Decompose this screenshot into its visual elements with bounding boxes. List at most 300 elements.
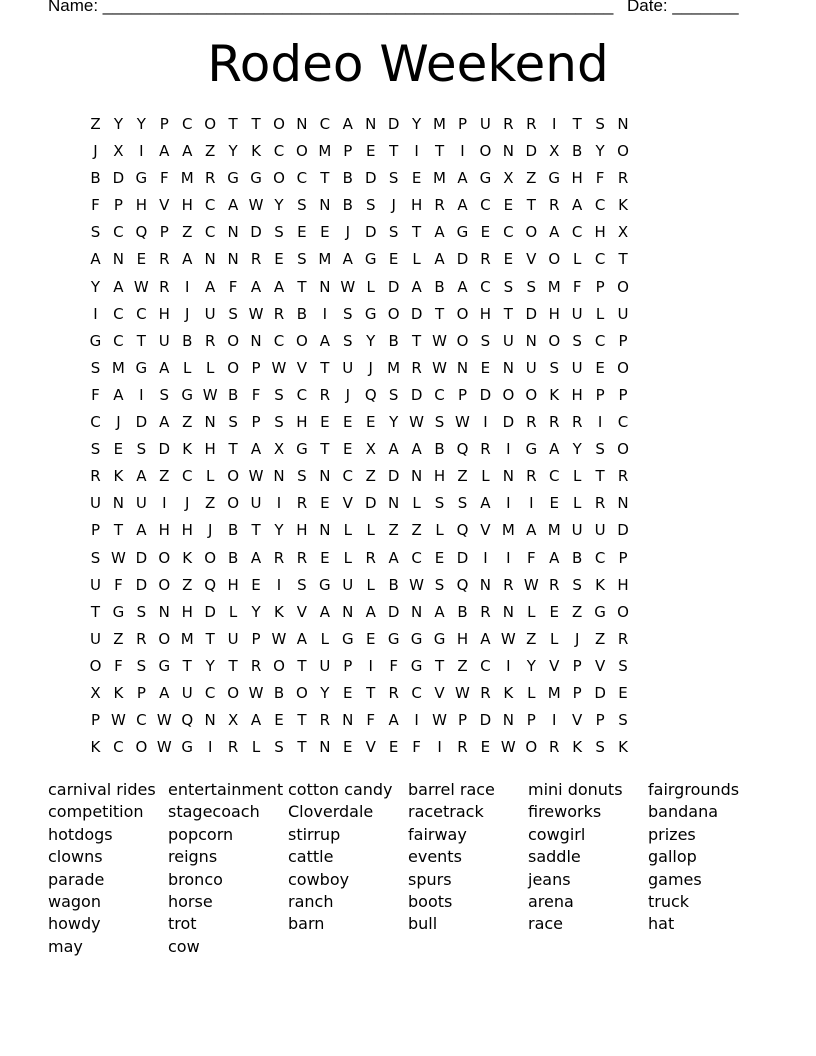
grid-letter: A bbox=[90, 250, 101, 269]
word-list-item: popcorn bbox=[168, 824, 234, 844]
word-list bbox=[48, 779, 768, 958]
grid-letter: S bbox=[136, 602, 147, 621]
grid-letter: Q bbox=[135, 223, 148, 242]
grid-letter: A bbox=[549, 440, 560, 459]
grid-letter: G bbox=[433, 629, 446, 648]
grid-letter: R bbox=[250, 656, 262, 675]
grid-letter: S bbox=[526, 277, 537, 296]
grid-letter: I bbox=[597, 413, 603, 432]
grid-letter: C bbox=[204, 683, 216, 702]
grid-letter: L bbox=[343, 521, 352, 540]
grid-letter: B bbox=[388, 331, 399, 350]
grid-letter: A bbox=[457, 277, 468, 296]
grid-letter: P bbox=[136, 683, 146, 702]
grid-letter: N bbox=[502, 467, 514, 486]
grid-letter: N bbox=[273, 467, 285, 486]
grid-letter: F bbox=[595, 169, 605, 188]
grid-letter: R bbox=[296, 494, 308, 513]
word-column bbox=[408, 779, 528, 958]
grid-letter: M bbox=[501, 521, 515, 540]
grid-letter: U bbox=[250, 494, 262, 513]
grid-letter: H bbox=[158, 304, 170, 323]
grid-letter: D bbox=[456, 250, 469, 269]
grid-letter: A bbox=[457, 196, 468, 215]
grid-letter: L bbox=[228, 602, 238, 621]
grid-letter: A bbox=[457, 169, 468, 188]
grid-letter: F bbox=[228, 277, 238, 296]
grid-letter: J bbox=[345, 223, 350, 242]
grid-letter: D bbox=[135, 413, 148, 432]
grid-letter: U bbox=[479, 115, 491, 133]
grid-letter: D bbox=[502, 413, 515, 432]
grid-letter: C bbox=[480, 277, 491, 296]
grid-letter: D bbox=[479, 385, 492, 404]
grid-letter: H bbox=[135, 196, 147, 215]
word-list-item: parade bbox=[48, 869, 105, 889]
grid-letter: P bbox=[113, 196, 123, 215]
grid-letter: E bbox=[503, 250, 514, 269]
grid-letter: V bbox=[594, 656, 606, 675]
grid-letter: V bbox=[549, 656, 560, 675]
grid-letter: D bbox=[456, 548, 469, 567]
grid-letter: M bbox=[318, 142, 332, 161]
grid-letter: R bbox=[250, 250, 262, 269]
grid-letter: W bbox=[432, 358, 447, 377]
grid-letter: T bbox=[228, 115, 238, 133]
grid-letter: R bbox=[480, 683, 491, 702]
grid-letter: G bbox=[410, 656, 423, 675]
grid-letter: H bbox=[296, 521, 308, 540]
grid-letter: Z bbox=[572, 602, 583, 621]
grid-letter: I bbox=[162, 494, 167, 513]
grid-row bbox=[84, 517, 635, 544]
grid-letter: Y bbox=[526, 656, 536, 675]
word-list-item: saddle bbox=[528, 847, 581, 867]
grid-letter: D bbox=[112, 169, 125, 188]
grid-letter: R bbox=[549, 575, 560, 594]
grid-letter: L bbox=[481, 467, 490, 486]
grid-letter: Y bbox=[274, 196, 284, 215]
date-field-label: Date: _______ bbox=[627, 0, 739, 15]
word-list-item: trot bbox=[168, 914, 197, 934]
grid-letter: C bbox=[480, 656, 491, 675]
grid-letter: I bbox=[139, 142, 144, 161]
grid-letter: N bbox=[456, 358, 469, 377]
grid-letter: U bbox=[181, 683, 193, 702]
grid-letter: P bbox=[457, 711, 467, 730]
grid-letter: V bbox=[480, 521, 491, 540]
grid-letter: W bbox=[248, 467, 264, 486]
grid-letter: U bbox=[158, 331, 170, 350]
grid-letter: B bbox=[90, 169, 101, 188]
grid-letter: N bbox=[502, 142, 514, 161]
grid-letter: R bbox=[204, 331, 216, 350]
grid-letter: G bbox=[89, 331, 102, 350]
grid-row bbox=[84, 626, 635, 653]
grid-letter: H bbox=[181, 521, 193, 540]
grid-letter: I bbox=[185, 277, 190, 296]
grid-letter: C bbox=[617, 413, 629, 432]
word-list-item: entertainment bbox=[168, 780, 284, 799]
grid-letter: O bbox=[204, 548, 217, 567]
grid-letter: W bbox=[409, 575, 425, 594]
grid-letter: G bbox=[181, 738, 194, 757]
grid-letter: H bbox=[181, 602, 193, 621]
grid-letter: K bbox=[503, 683, 514, 702]
grid-letter: C bbox=[548, 467, 560, 486]
grid-letter: I bbox=[368, 656, 373, 675]
grid-letter: O bbox=[227, 683, 239, 702]
word-list-item: cow bbox=[168, 936, 200, 956]
grid-letter: N bbox=[296, 115, 308, 133]
grid-letter: Y bbox=[136, 115, 146, 133]
grid-letter: A bbox=[434, 250, 445, 269]
grid-letter: R bbox=[503, 115, 514, 133]
grid-letter: A bbox=[411, 277, 422, 296]
grid-letter: N bbox=[227, 250, 239, 269]
word-list-item: reigns bbox=[168, 847, 218, 867]
grid-letter: A bbox=[549, 548, 560, 567]
word-list-item: stirrup bbox=[288, 824, 341, 844]
grid-letter: A bbox=[182, 250, 193, 269]
grid-letter: W bbox=[248, 196, 264, 215]
grid-letter: O bbox=[273, 115, 285, 133]
grid-letter: I bbox=[276, 494, 282, 513]
grid-letter: A bbox=[342, 250, 353, 269]
grid-letter: E bbox=[388, 250, 399, 269]
grid-letter: T bbox=[320, 358, 330, 377]
word-list-item: cowboy bbox=[288, 869, 350, 889]
grid-letter: U bbox=[571, 358, 583, 377]
grid-letter: J bbox=[185, 494, 190, 513]
grid-letter: C bbox=[594, 250, 606, 269]
grid-letter: X bbox=[549, 142, 560, 161]
grid-letter: D bbox=[364, 169, 377, 188]
grid-letter: I bbox=[139, 385, 144, 404]
grid-letter: A bbox=[250, 548, 262, 567]
grid-letter: I bbox=[529, 494, 534, 513]
grid-letter: E bbox=[274, 711, 284, 730]
grid-letter: O bbox=[158, 629, 171, 648]
grid-letter: H bbox=[296, 413, 308, 432]
grid-letter: Y bbox=[205, 656, 215, 675]
grid-letter: A bbox=[159, 683, 170, 702]
grid-letter: Y bbox=[113, 115, 123, 133]
grid-letter: O bbox=[273, 169, 285, 188]
grid-letter: W bbox=[523, 575, 539, 594]
grid-letter: U bbox=[571, 521, 583, 540]
grid-letter: R bbox=[480, 602, 491, 621]
grid-letter: H bbox=[181, 196, 193, 215]
grid-letter: T bbox=[297, 277, 307, 296]
grid-letter: J bbox=[574, 629, 580, 648]
grid-letter: G bbox=[341, 629, 354, 648]
grid-letter: N bbox=[204, 413, 216, 432]
word-list-item: mini donuts bbox=[528, 780, 623, 799]
grid-letter: L bbox=[412, 250, 421, 269]
grid-letter: R bbox=[594, 494, 606, 513]
grid-letter: A bbox=[549, 223, 560, 242]
grid-letter: D bbox=[525, 304, 538, 323]
grid-letter: R bbox=[159, 277, 170, 296]
grid-letter: T bbox=[182, 656, 192, 675]
grid-letter: X bbox=[617, 223, 629, 242]
grid-letter: L bbox=[183, 358, 192, 377]
grid-letter: A bbox=[227, 196, 239, 215]
grid-letter: S bbox=[297, 196, 307, 215]
grid-letter: Q bbox=[456, 521, 469, 540]
grid-letter: I bbox=[93, 304, 98, 323]
grid-row bbox=[84, 274, 635, 301]
grid-row bbox=[84, 165, 635, 192]
grid-letter: L bbox=[527, 602, 536, 621]
grid-letter: J bbox=[185, 304, 190, 323]
grid-letter: D bbox=[479, 711, 492, 730]
grid-letter: S bbox=[365, 196, 376, 215]
grid-letter: D bbox=[387, 277, 400, 296]
grid-letter: R bbox=[526, 467, 537, 486]
word-list-item: fireworks bbox=[528, 802, 602, 822]
grid-letter: S bbox=[503, 277, 514, 296]
grid-letter: K bbox=[182, 440, 193, 459]
grid-letter: J bbox=[368, 358, 373, 377]
grid-letter: S bbox=[343, 331, 353, 350]
grid-letter: S bbox=[136, 440, 147, 459]
grid-letter: Z bbox=[182, 413, 193, 432]
grid-letter: O bbox=[617, 358, 629, 377]
grid-letter: B bbox=[227, 385, 239, 404]
grid-letter: W bbox=[340, 277, 356, 296]
grid-letter: Z bbox=[388, 521, 399, 540]
grid-letter: A bbox=[411, 440, 422, 459]
grid-row bbox=[84, 246, 635, 273]
grid-letter: H bbox=[571, 385, 583, 404]
grid-letter: I bbox=[506, 494, 511, 513]
grid-letter: F bbox=[526, 548, 536, 567]
grid-letter: T bbox=[136, 331, 146, 350]
word-column bbox=[288, 779, 408, 958]
grid-letter: P bbox=[90, 521, 100, 540]
grid-letter: S bbox=[274, 223, 284, 242]
word-list-item: hat bbox=[648, 914, 675, 934]
grid-letter: O bbox=[273, 656, 285, 675]
grid-letter: Z bbox=[411, 521, 422, 540]
grid-row bbox=[84, 734, 635, 761]
grid-letter: X bbox=[503, 169, 514, 188]
grid-letter: L bbox=[435, 521, 444, 540]
grid-letter: R bbox=[549, 196, 560, 215]
grid-letter: T bbox=[205, 629, 215, 648]
grid-letter: P bbox=[251, 413, 261, 432]
grid-letter: P bbox=[159, 115, 169, 133]
grid-letter: Z bbox=[90, 115, 101, 133]
grid-letter: Z bbox=[526, 629, 537, 648]
grid-letter: M bbox=[387, 358, 401, 377]
page-title: Rodeo Weekend bbox=[207, 35, 609, 93]
grid-letter: P bbox=[251, 358, 261, 377]
grid-letter: G bbox=[364, 250, 377, 269]
grid-letter: X bbox=[90, 683, 101, 702]
grid-letter: G bbox=[387, 629, 400, 648]
grid-letter: B bbox=[296, 304, 308, 323]
grid-letter: V bbox=[342, 494, 353, 513]
grid-letter: O bbox=[135, 738, 148, 757]
grid-letter: U bbox=[135, 494, 147, 513]
grid-letter: L bbox=[320, 629, 330, 648]
grid-letter: D bbox=[410, 385, 423, 404]
word-list-item: spurs bbox=[408, 869, 452, 889]
grid-letter: T bbox=[228, 440, 238, 459]
grid-letter: C bbox=[204, 223, 216, 242]
grid-letter: N bbox=[502, 711, 514, 730]
word-list-item: cowgirl bbox=[528, 824, 586, 844]
grid-letter: W bbox=[110, 711, 126, 730]
grid-letter: E bbox=[136, 250, 147, 269]
grid-letter: C bbox=[571, 223, 583, 242]
grid-letter: V bbox=[572, 711, 583, 730]
word-list-item: competition bbox=[48, 802, 144, 822]
grid-letter: L bbox=[205, 358, 215, 377]
grid-letter: W bbox=[455, 413, 470, 432]
grid-letter: Z bbox=[457, 656, 468, 675]
grid-letter: O bbox=[525, 223, 538, 242]
grid-letter: W bbox=[432, 331, 447, 350]
word-list-item: barn bbox=[288, 914, 325, 934]
grid-letter: N bbox=[479, 575, 492, 594]
grid-letter: T bbox=[320, 169, 330, 188]
worksheet-header bbox=[48, 0, 748, 18]
grid-letter: U bbox=[342, 358, 354, 377]
grid-letter: N bbox=[502, 602, 514, 621]
grid-letter: I bbox=[276, 575, 282, 594]
grid-letter: O bbox=[548, 331, 561, 350]
grid-letter: Z bbox=[113, 629, 124, 648]
grid-letter: Y bbox=[366, 331, 376, 350]
grid-letter: N bbox=[365, 115, 377, 133]
grid-letter: I bbox=[506, 656, 511, 675]
grid-letter: O bbox=[525, 385, 538, 404]
grid-row bbox=[84, 219, 635, 246]
grid-letter: N bbox=[319, 467, 331, 486]
grid-letter: G bbox=[319, 575, 331, 594]
grid-letter: P bbox=[595, 711, 605, 730]
grid-letter: S bbox=[388, 169, 399, 188]
word-list-item: boots bbox=[408, 892, 453, 912]
grid-letter: W bbox=[248, 304, 264, 323]
grid-letter: P bbox=[457, 385, 467, 404]
grid-letter: T bbox=[228, 656, 238, 675]
grid-row bbox=[84, 301, 635, 328]
word-list-item: bandana bbox=[648, 802, 719, 822]
grid-letter: N bbox=[319, 277, 331, 296]
grid-letter: U bbox=[89, 629, 101, 648]
grid-row bbox=[84, 138, 635, 165]
grid-letter: C bbox=[136, 304, 147, 323]
grid-letter: C bbox=[434, 385, 445, 404]
grid-letter: P bbox=[526, 711, 536, 730]
grid-letter: Y bbox=[90, 277, 101, 296]
grid-letter: T bbox=[434, 304, 445, 323]
grid-letter: J bbox=[93, 142, 98, 161]
grid-letter: S bbox=[297, 575, 307, 594]
grid-letter: Y bbox=[228, 142, 238, 161]
grid-letter: T bbox=[113, 521, 123, 540]
grid-letter: W bbox=[455, 683, 470, 702]
grid-letter: T bbox=[434, 656, 445, 675]
grid-letter: O bbox=[502, 385, 515, 404]
grid-letter: S bbox=[480, 331, 491, 350]
grid-letter: C bbox=[273, 142, 285, 161]
grid-letter: O bbox=[296, 142, 308, 161]
grid-letter: M bbox=[547, 277, 561, 296]
grid-letter: B bbox=[342, 196, 353, 215]
grid-letter: P bbox=[457, 115, 467, 133]
grid-letter: N bbox=[525, 331, 537, 350]
grid-letter: C bbox=[480, 196, 491, 215]
word-list-item: arena bbox=[528, 892, 574, 912]
grid-letter: D bbox=[617, 521, 629, 540]
grid-letter: M bbox=[318, 250, 332, 269]
grid-letter: E bbox=[113, 440, 124, 459]
grid-letter: Y bbox=[572, 440, 582, 459]
grid-letter: C bbox=[296, 169, 308, 188]
letter-grid bbox=[84, 111, 635, 761]
grid-letter: G bbox=[296, 440, 308, 459]
grid-letter: N bbox=[319, 196, 331, 215]
grid-letter: B bbox=[388, 575, 399, 594]
grid-letter: N bbox=[617, 494, 629, 513]
grid-letter: C bbox=[181, 467, 193, 486]
grid-letter: V bbox=[296, 602, 308, 621]
grid-letter: N bbox=[250, 331, 262, 350]
grid-letter: Y bbox=[412, 115, 422, 133]
grid-row bbox=[84, 328, 635, 355]
word-list-item: may bbox=[48, 936, 83, 956]
grid-letter: N bbox=[319, 521, 331, 540]
grid-letter: S bbox=[618, 711, 628, 730]
grid-letter: E bbox=[343, 440, 353, 459]
grid-letter: K bbox=[113, 683, 124, 702]
grid-letter: W bbox=[133, 277, 149, 296]
grid-letter: R bbox=[617, 629, 629, 648]
word-list-item: race bbox=[528, 914, 564, 934]
grid-letter: A bbox=[296, 629, 308, 648]
word-column bbox=[528, 779, 648, 958]
grid-letter: D bbox=[364, 494, 377, 513]
grid-letter: T bbox=[503, 304, 513, 323]
grid-letter: I bbox=[414, 142, 419, 161]
grid-letter: D bbox=[387, 115, 400, 133]
grid-letter: C bbox=[113, 331, 124, 350]
word-list-item: prizes bbox=[648, 824, 696, 844]
grid-letter: C bbox=[411, 548, 422, 567]
grid-letter: H bbox=[548, 304, 560, 323]
grid-letter: N bbox=[342, 711, 354, 730]
grid-letter: S bbox=[297, 467, 307, 486]
grid-letter: O bbox=[479, 142, 492, 161]
grid-letter: T bbox=[297, 711, 307, 730]
grid-letter: C bbox=[113, 738, 124, 757]
grid-letter: D bbox=[364, 223, 377, 242]
grid-letter: X bbox=[113, 142, 124, 161]
grid-letter: U bbox=[227, 629, 239, 648]
grid-letter: S bbox=[159, 385, 170, 404]
grid-letter: X bbox=[273, 440, 285, 459]
grid-letter: O bbox=[617, 142, 629, 161]
grid-letter: Q bbox=[181, 711, 194, 730]
grid-letter: P bbox=[572, 683, 582, 702]
grid-letter: N bbox=[112, 494, 125, 513]
